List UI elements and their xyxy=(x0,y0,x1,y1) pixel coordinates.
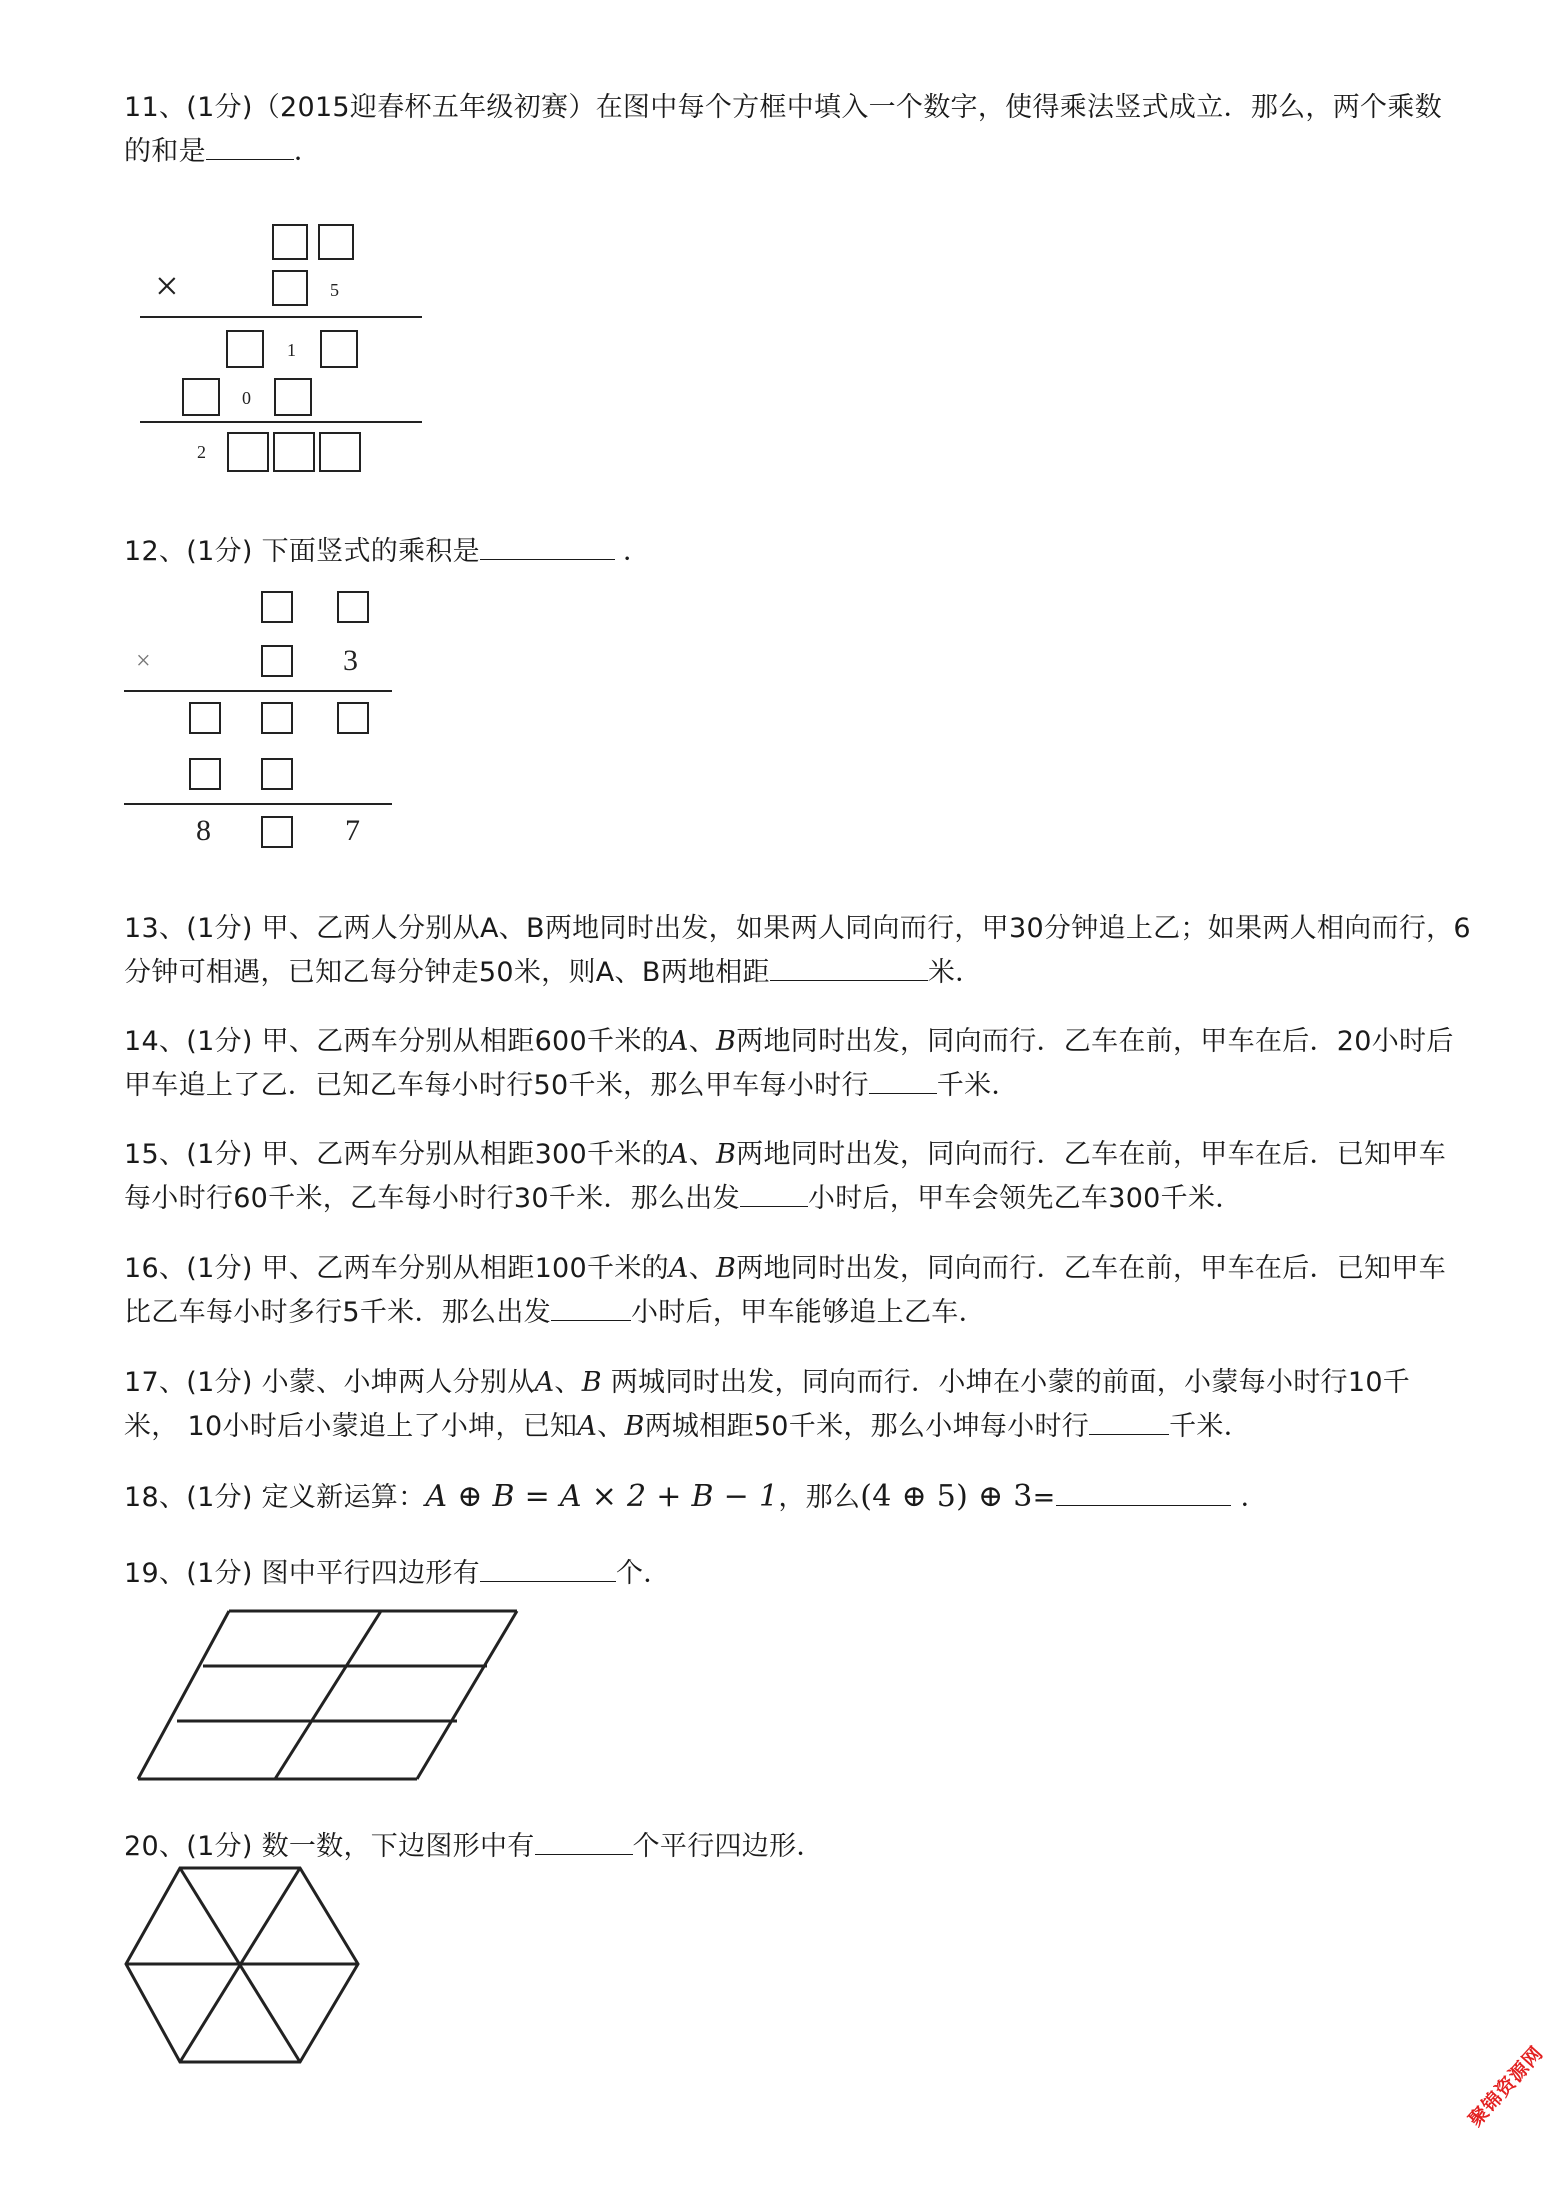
q20-answer-blank[interactable] xyxy=(535,1824,633,1855)
question-11 xyxy=(124,86,1484,173)
q12-box[interactable] xyxy=(189,758,221,790)
q12-box[interactable] xyxy=(261,645,293,677)
q12-rule-line xyxy=(124,803,392,805)
q12-box[interactable] xyxy=(261,758,293,790)
question-20: 20、(1分) 数一数，下边图形中有 个平行四边形． xyxy=(124,1824,1484,1868)
q11-box[interactable] xyxy=(320,330,358,368)
q11-box[interactable] xyxy=(272,270,308,306)
question-15 xyxy=(124,1133,1484,1220)
q17-answer-blank[interactable] xyxy=(1089,1404,1169,1435)
q14-text-line2: 甲车追上了乙．已知乙车每小时行50千米，那么甲车每小时行 千米． xyxy=(124,1063,1484,1107)
q11-rule-line xyxy=(140,421,422,423)
q12-answer-blank[interactable] xyxy=(480,529,615,560)
q11-answer-blank[interactable] xyxy=(206,129,294,160)
q12-box[interactable] xyxy=(189,702,221,734)
q18-formula: A ⊕ B = A × 2 + B − 1 xyxy=(425,1479,779,1514)
q17-text-line2: 米， 10小时后小蒙追上了小坤，已知A、B两城相距50千米，那么小坤每小时行 千米． xyxy=(124,1404,1484,1448)
q12-times-sign: × xyxy=(136,646,151,675)
q16-text-line1: 16、(1分) 甲、乙两车分别从相距100千米的A、B两地同时出发，同向而行．乙车在前，甲车在后．已知甲车 xyxy=(124,1253,1447,1284)
question-18: 18、(1分) 定义新运算：A ⊕ B = A × 2 + B − 1，那么(4 ⊕ 5) ⊕ 3= ． xyxy=(124,1475,1484,1519)
q11-box[interactable] xyxy=(273,432,315,472)
q12-digit-product-right: 7 xyxy=(345,814,360,847)
q16-answer-blank[interactable] xyxy=(551,1290,631,1321)
q12-box[interactable] xyxy=(337,591,369,623)
q13-text-line2: 分钟可相遇，已知乙每分钟走50米，则A、B两地相距 米． xyxy=(124,950,1484,994)
q12-box[interactable] xyxy=(337,702,369,734)
q11-box[interactable] xyxy=(182,378,220,416)
q19-answer-blank[interactable] xyxy=(480,1551,616,1582)
q11-box[interactable] xyxy=(226,330,264,368)
q13-answer-blank[interactable] xyxy=(770,950,928,981)
q15-answer-blank[interactable] xyxy=(740,1176,808,1207)
q12-rule-line xyxy=(124,690,392,692)
q18-answer-blank[interactable] xyxy=(1056,1475,1231,1506)
question-14 xyxy=(124,1020,1484,1107)
q11-box[interactable] xyxy=(274,378,312,416)
q11-digit-partial2-middle: 0 xyxy=(242,388,251,408)
watermark-text: 聚锦资源网 xyxy=(1464,2041,1548,2132)
q18-expression: (4 ⊕ 5) ⊕ 3 xyxy=(860,1479,1033,1514)
q14-text-line1: 14、(1分) 甲、乙两车分别从相距600千米的A、B两地同时出发，同向而行．乙车在前，甲车在后．20小时后 xyxy=(124,1026,1454,1057)
q12-digit-product-left: 8 xyxy=(196,814,211,847)
q15-text-line1: 15、(1分) 甲、乙两车分别从相距300千米的A、B两地同时出发，同向而行．乙车在前，甲车在后．已知甲车 xyxy=(124,1139,1447,1170)
q19-line xyxy=(138,1611,229,1779)
q12-box[interactable] xyxy=(261,702,293,734)
q12-digit-multiplier-units: 3 xyxy=(343,644,358,677)
q11-box[interactable] xyxy=(272,224,308,260)
question-17 xyxy=(124,1361,1484,1448)
q19-line xyxy=(275,1611,381,1779)
q12-box[interactable] xyxy=(261,591,293,623)
q17-text-line1: 17、(1分) 小蒙、小坤两人分别从A、B 两城同时出发，同向而行．小坤在小蒙的前面，小蒙每小时行10千 xyxy=(124,1367,1411,1398)
q15-text-line2: 每小时行60千米，乙车每小时行30千米．那么出发 小时后，甲车会领先乙车300千米． xyxy=(124,1176,1484,1220)
q11-box[interactable] xyxy=(319,432,361,472)
q11-text-line1: 11、(1分)（2015迎春杯五年级初赛）在图中每个方框中填入一个数字，使得乘法竖式成立．那么，两个乘数 xyxy=(124,92,1442,123)
question-16 xyxy=(124,1247,1484,1334)
q11-box[interactable] xyxy=(227,432,269,472)
q13-text-line1: 13、(1分) 甲、乙两人分别从A、B两地同时出发，如果两人同向而行，甲30分钟追上乙；如果两人相向而行，6 xyxy=(124,913,1471,944)
q12-box[interactable] xyxy=(261,816,293,848)
q11-times-sign: × xyxy=(155,264,179,310)
q11-digit-partial1-middle: 1 xyxy=(287,340,296,360)
question-19: 19、(1分) 图中平行四边形有 个． xyxy=(124,1551,1484,1595)
question-12: 12、(1分) 下面竖式的乘积是 ． xyxy=(124,529,1484,573)
q14-answer-blank[interactable] xyxy=(869,1063,937,1094)
q11-box[interactable] xyxy=(318,224,354,260)
q11-rule-line xyxy=(140,316,422,318)
q19-parallelogram-figure xyxy=(130,1600,530,1790)
q16-text-line2: 比乙车每小时多行5千米．那么出发 小时后，甲车能够追上乙车． xyxy=(124,1290,1484,1334)
question-13 xyxy=(124,907,1484,994)
q11-digit-multiplier-units: 5 xyxy=(330,280,339,300)
q11-text-line2: 的和是 ． xyxy=(124,129,1484,173)
q20-hexagon-figure xyxy=(120,1860,370,2080)
q11-digit-product-lead: 2 xyxy=(197,442,206,462)
q19-line xyxy=(417,1611,517,1779)
